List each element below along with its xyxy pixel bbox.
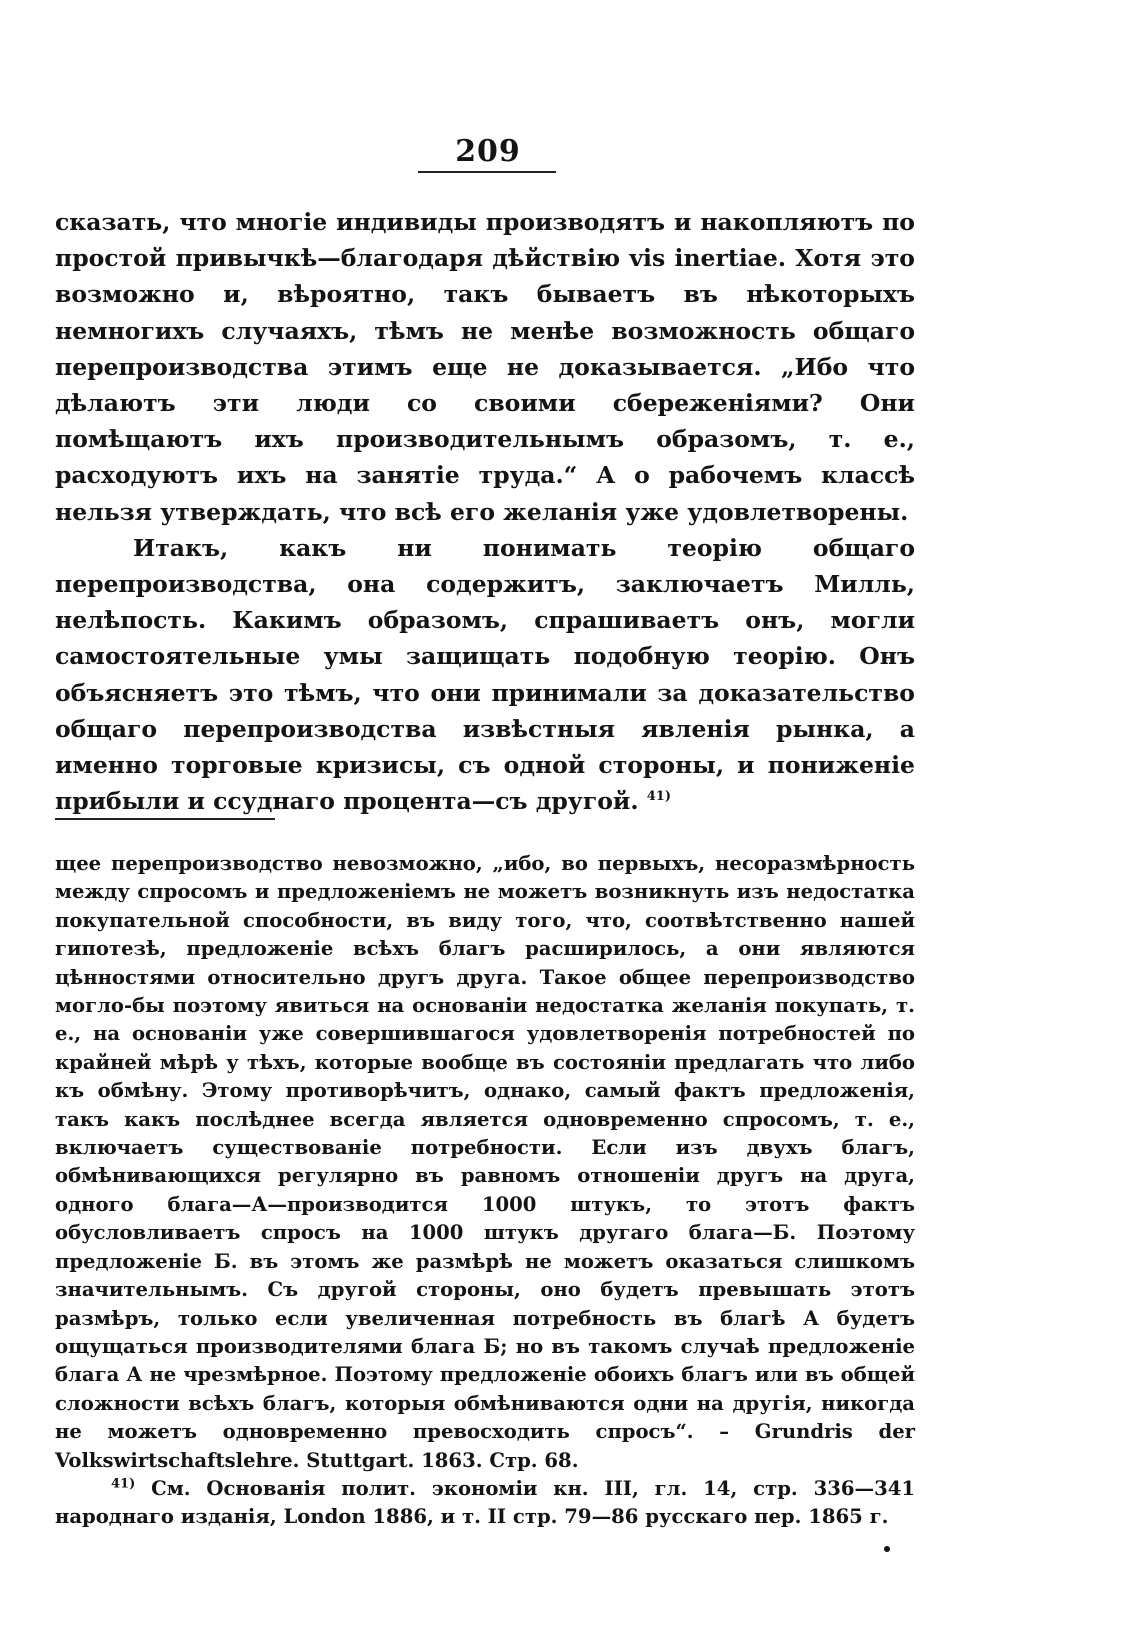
- page-number-rule: [418, 171, 556, 173]
- footnote-41-text: См. Основанія полит. экономіи кн. III, гл. 14, стр. 336—341 народнаго изданія, London 1886, и т. II стр. 79—86 русскаго пер. 1865 г.: [55, 1476, 915, 1529]
- main-paragraph-2-text: Итакъ, какъ ни понимать теорію общаго перепроизводства, она содержитъ, заключаетъ Милль, нелѣпость. Какимъ образомъ, спрашиваетъ онъ, могли самостоятельные умы защищать подобную теорію. Онъ объясняетъ это тѣмъ, что они принимали за доказательство общаго перепроизводства извѣстныя явленія рынка, а именно торговые кризисы, съ одной стороны, и пониженіе прибыли и ссуднаго процента—съ другой.: [55, 533, 915, 816]
- main-text: [55, 204, 915, 819]
- footnote-41-marker: 41): [111, 1476, 136, 1492]
- footnote-continuation: щее перепроизводство невозможно, „ибо, во первыхъ, несоразмѣрность между спросомъ и предложеніемъ не можетъ возникнуть изъ недостатка покупательной способности, въ виду того, что, соотвѣтственно нашей гипотезѣ, предложеніе всѣхъ благъ расширилось, а они являются цѣнностями относительно другъ друга. Такое общее перепроизводство могло-бы поэтому явиться на основаніи недостатка желанія покупать, т. е., на основаніи уже совершившагося удовлетворенія потребностей по крайней мѣрѣ у тѣхъ, которые вообще въ состояніи предлагать что либо къ обмѣну. Этому противорѣчитъ, однако, самый фактъ предложенія, такъ какъ послѣднее всегда является одновременно спросомъ, т. е., включаетъ существованіе потребности. Если изъ двухъ благъ, обмѣнивающихся регулярно въ равномъ отношеніи другъ на друга, одного блага—А—производится 1000 штукъ, то этотъ фактъ обусловливаетъ спросъ на 1000 штукъ другаго блага—Б. Поэтому предложеніе Б. въ этомъ же размѣрѣ не можетъ оказаться слишкомъ значительнымъ. Съ другой стороны, оно будетъ превышать этотъ размѣръ, только если увеличенная потребность въ благѣ А будетъ ощущаться производителями блага Б; но въ такомъ случаѣ предложеніе блага А не чрезмѣрное. Поэтому предложеніе обоихъ благъ или въ общей сложности всѣхъ благъ, которыя обмѣниваются одни на другія, никогда не можетъ одновременно превосходить спросъ“. – Grundris der Volkswirtschaftslehre. Stuttgart. 1863. Стр. 68.: [55, 852, 915, 1472]
- footnote-41: [55, 1475, 915, 1532]
- footnote-separator: [55, 818, 275, 820]
- main-paragraph-2: [55, 530, 915, 820]
- footnotes: [55, 850, 915, 1532]
- footnote-reference-41: 41): [646, 789, 671, 805]
- page-number: 209: [455, 134, 521, 169]
- main-paragraph-1: сказать, что многіе индивиды производятъ и накопляютъ по простой привычкѣ—благодаря дѣйствію vis inertiae. Хотя это возможно и, вѣроятно, такъ бываетъ въ нѣкоторыхъ немногихъ случаяхъ, тѣмъ не менѣе возможность общаго перепроизводства этимъ еще не доказывается. „Ибо что дѣлаютъ эти люди со своими сбереженіями? Они помѣщаютъ ихъ производительнымъ образомъ, т. е., расходуютъ ихъ на занятіе труда.“ А о рабочемъ классѣ нельзя утверждать, что всѣ его желанія уже удовлетворены.: [55, 208, 915, 526]
- ink-speck: [884, 1546, 890, 1552]
